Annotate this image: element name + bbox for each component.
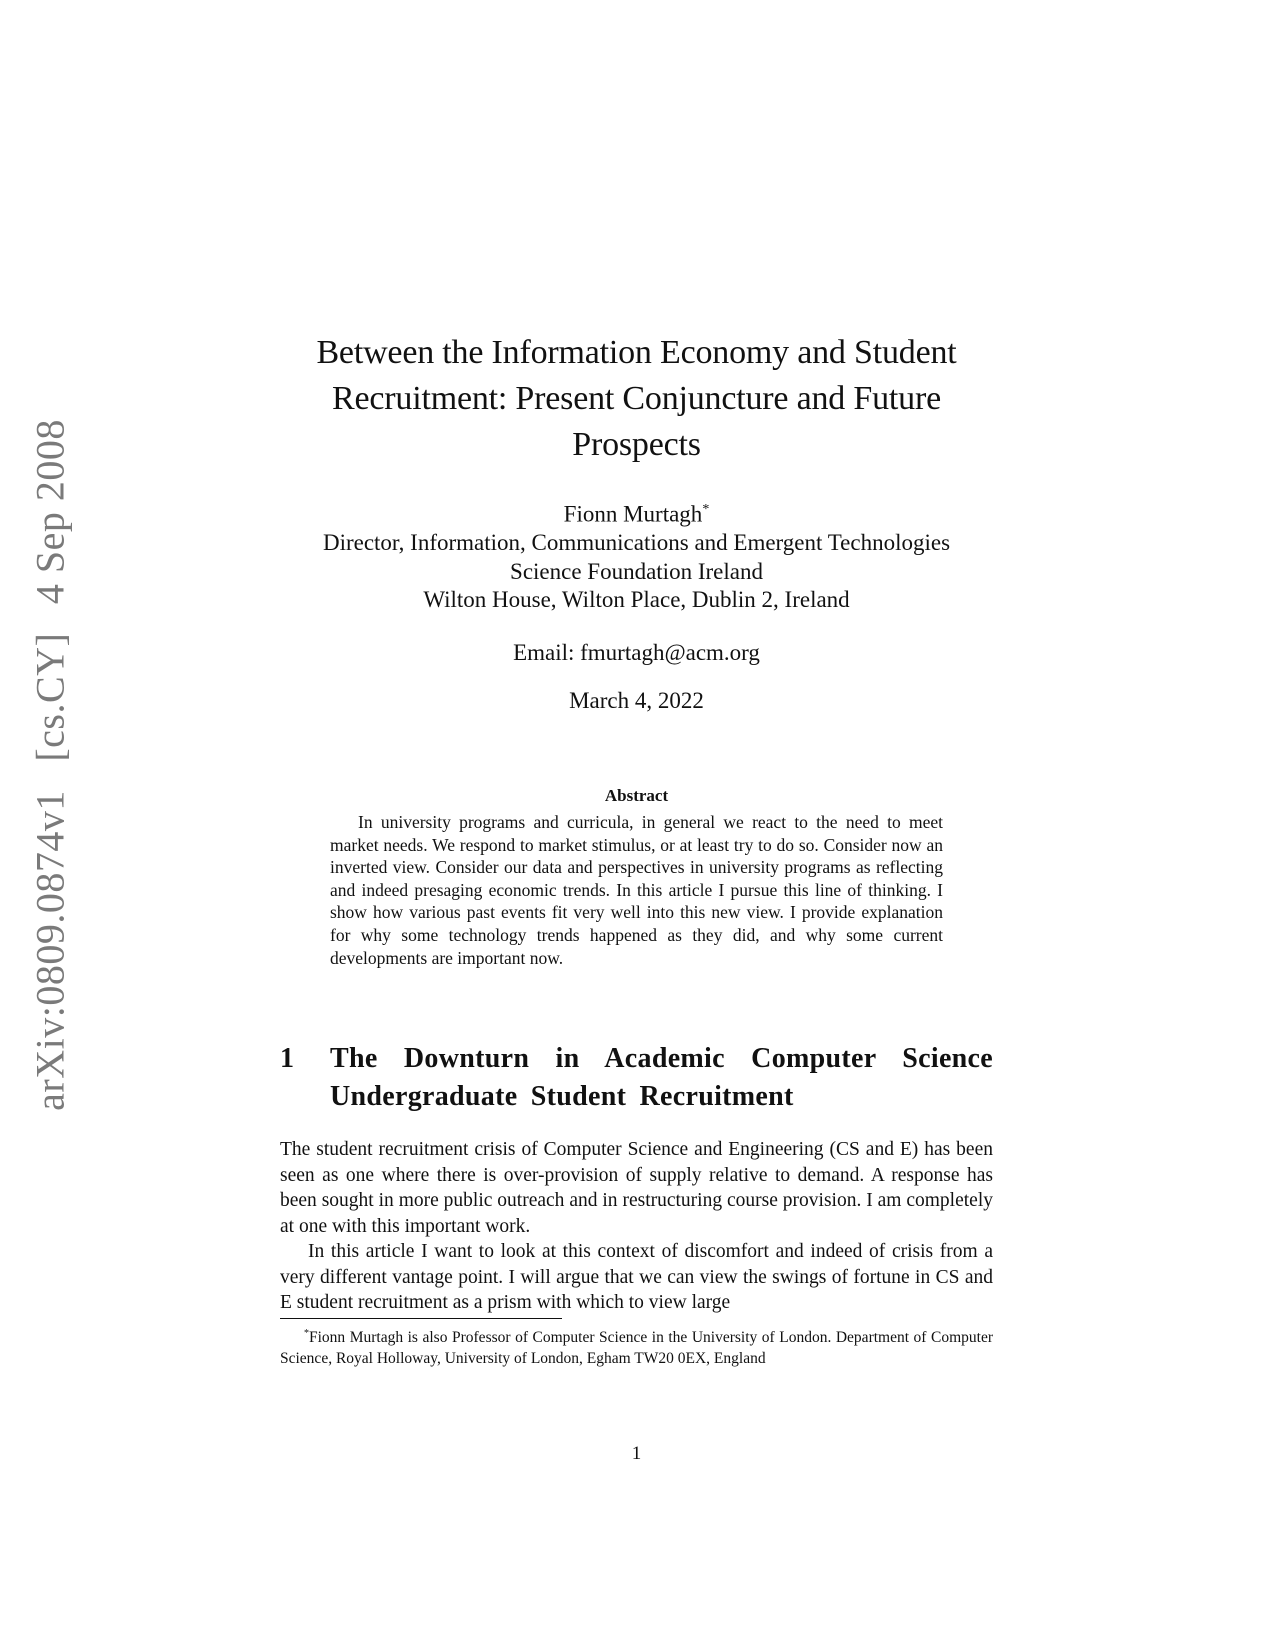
section-title: The Downturn in Academic Computer Science Undergraduate Student Recruitment <box>330 1043 993 1112</box>
author-footnote-marker: * <box>702 502 710 517</box>
footnote-rule <box>280 1318 562 1319</box>
paper-date: March 4, 2022 <box>569 688 704 713</box>
paper-title <box>280 330 993 468</box>
body-paragraph: The student recruitment crisis of Computer Science and Engineering (CS and E) has been seen as one where there is over-provision of supply relative to demand. A response has been sought in more public outreach and in restructuring course provision. I am completely at one with this important work. <box>280 1139 993 1237</box>
author-name-line <box>230 496 1043 529</box>
abstract-text: In university programs and curricula, in general we react to the need to meet market needs. We respond to market stimulus, or at least try to do so. Consider now an inverted view. Consider our data and perspectives in university programs as reflecting and indeed presaging economic trends. In this article I pursue this line of thinking. I show how various past events fit very well into this new view. I provide explanation for why some technology trends happened as they did, and why some current developments are important now. <box>330 812 943 968</box>
arxiv-date: 4 Sep 2008 <box>27 419 73 605</box>
section-heading <box>280 1040 993 1116</box>
page-number: 1 <box>631 1443 642 1464</box>
title-line: Between the Information Economy and Student <box>316 334 957 371</box>
arxiv-stamp <box>27 410 74 1120</box>
title-line: Prospects <box>572 426 701 463</box>
abstract-heading: Abstract <box>604 786 669 805</box>
footnote-text: Fionn Murtagh is also Professor of Computer Science in the University of London. Department of Computer Science, Royal Holloway, University of London, Egham TW20 0EX, England <box>280 1329 993 1367</box>
title-line: Recruitment: Present Conjuncture and Future <box>332 380 941 417</box>
author-name: Fionn Murtagh <box>563 501 703 527</box>
arxiv-category: [cs.CY] <box>27 632 73 762</box>
affiliation-line: Science Foundation Ireland <box>510 558 763 584</box>
author-block <box>230 496 1043 615</box>
affiliation-line: Director, Information, Communications and Emergent Technologies <box>322 530 951 556</box>
arxiv-id: arXiv:0809.0874v1 <box>27 790 73 1111</box>
footnote <box>280 1324 993 1369</box>
body-paragraph: In this article I want to look at this context of discomfort and indeed of crisis from a very different vantage point. I will argue that we can view the swings of fortune in CS and E student recruitment as a prism with which to view large <box>280 1241 993 1313</box>
affiliation-line: Wilton House, Wilton Place, Dublin 2, Ireland <box>423 587 850 613</box>
footnote-marker: * <box>304 1328 309 1339</box>
section-number: 1 <box>280 1043 294 1074</box>
section-body <box>280 1137 993 1316</box>
author-email: Email: fmurtagh@acm.org <box>513 640 760 665</box>
